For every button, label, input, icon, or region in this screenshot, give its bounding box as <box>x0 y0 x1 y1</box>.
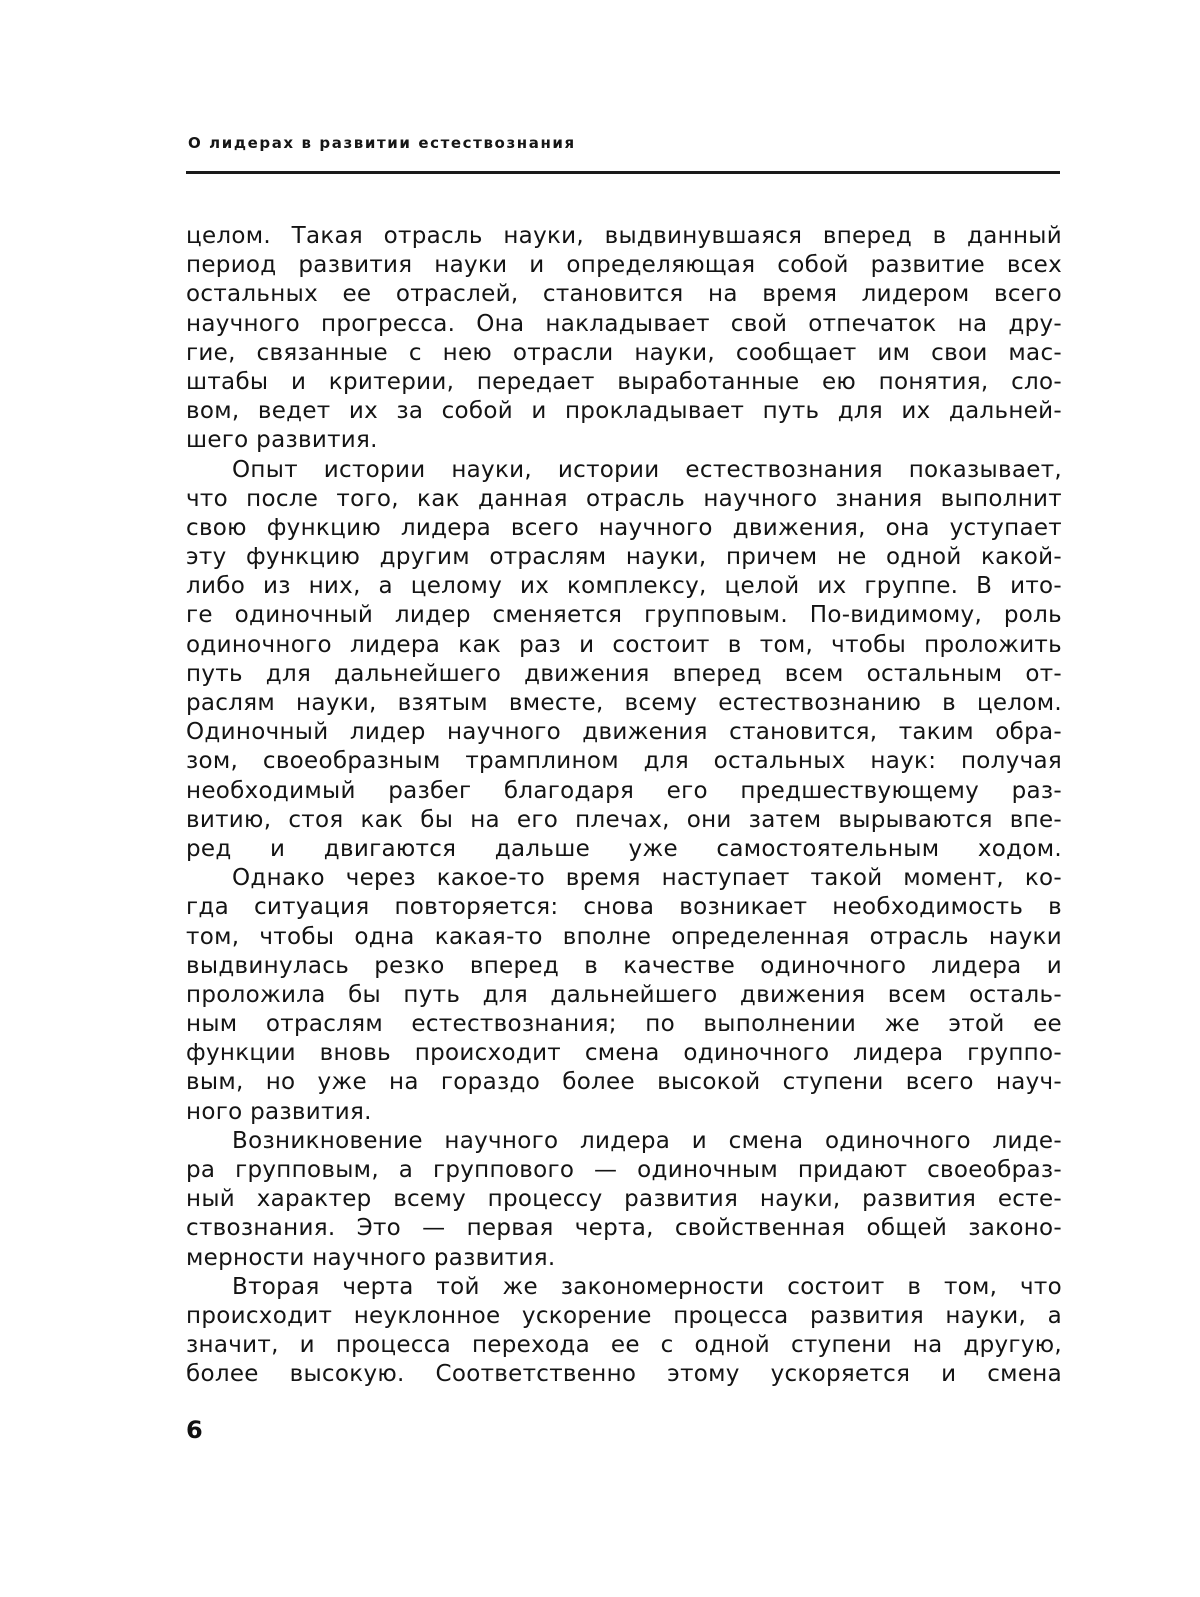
text-line: зом, своеобразным трамплином для остальных наук: получая <box>186 748 1062 775</box>
text-line: ствознания. Это — первая черта, свойственная общей законо- <box>186 1215 1062 1242</box>
text-line: либо из них, а целому их комплексу, целой их группе. В ито- <box>186 573 1062 600</box>
text-line: проложила бы путь для дальнейшего движения всем осталь- <box>186 981 1062 1008</box>
body-text <box>186 222 1062 1390</box>
text-line: шего развития. <box>186 427 378 454</box>
text-line: Однако через какое-то время наступает такой момент, ко- <box>232 865 1062 892</box>
text-line: вым, но уже на гораздо более высокой ступени всего науч- <box>186 1069 1062 1096</box>
text-line: значит, и процесса перехода ее с одной ступени на другую, <box>186 1332 1062 1359</box>
text-line: ным отраслям естествознания; по выполнении же этой ее <box>186 1011 1062 1038</box>
page-number: 6 <box>186 1416 203 1444</box>
text-line: происходит неуклонное ускорение процесса развития науки, а <box>186 1302 1062 1329</box>
text-line: необходимый разбег благодаря его предшествующему раз- <box>186 777 1062 804</box>
text-line: свою функцию лидера всего научного движения, она уступает <box>186 514 1062 541</box>
text-line: функции вновь происходит смена одиночного лидера группо- <box>186 1040 1062 1067</box>
text-line: ред и двигаются дальше уже самостоятельным ходом. <box>186 835 1062 862</box>
paragraph <box>186 1273 1062 1390</box>
text-line: мерности научного развития. <box>186 1244 556 1271</box>
text-line: том, чтобы одна какая-то вполне определенная отрасль науки <box>186 923 1062 950</box>
text-line: ра групповым, а группового — одиночным придают своеобраз- <box>186 1157 1062 1183</box>
text-line: ный характер всему процессу развития науки, развития есте- <box>186 1186 1062 1213</box>
text-line: Опыт истории науки, истории естествознания показывает, <box>232 456 1062 483</box>
text-line: ге одиночный лидер сменяется групповым. По-видимому, роль <box>186 602 1062 629</box>
paragraph <box>186 222 1062 456</box>
header-rule <box>186 171 1060 174</box>
text-line: период развития науки и определяющая собой развитие всех <box>186 252 1062 279</box>
text-line: Вторая черта той же закономерности состоит в том, что <box>232 1273 1062 1300</box>
text-line: научного прогресса. Она накладывает свой отпечаток на дру- <box>186 310 1062 337</box>
text-line: одиночного лидера как раз и состоит в том, чтобы проложить <box>186 631 1062 658</box>
text-line: гда ситуация повторяется: снова возникает необходимость в <box>186 894 1062 921</box>
paragraph <box>186 1127 1062 1273</box>
paragraph <box>186 456 1062 865</box>
text-line: эту функцию другим отраслям науки, причем не одной какой- <box>186 544 1062 571</box>
text-line: вом, ведет их за собой и прокладывает путь для их дальней- <box>186 398 1062 425</box>
text-line: путь для дальнейшего движения вперед всем остальным от- <box>186 660 1062 687</box>
running-head-title: О лидерах в развитии естествознания <box>188 134 576 152</box>
text-line: целом. Такая отрасль науки, выдвинувшаяся вперед в данный <box>186 223 1062 249</box>
text-line: гие, связанные с нею отрасли науки, сообщает им свои мас- <box>186 339 1062 366</box>
text-line: остальных ее отраслей, становится на время лидером всего <box>186 281 1062 308</box>
text-line: штабы и критерии, передает выработанные ею понятия, сло- <box>186 368 1062 395</box>
text-line: витию, стоя как бы на его плечах, они затем вырываются впе- <box>186 806 1062 833</box>
text-line: более высокую. Соответственно этому ускоряется и смена <box>186 1361 1062 1388</box>
text-line: раслям науки, взятым вместе, всему естествознанию в целом. <box>186 690 1062 716</box>
text-line: что после того, как данная отрасль научного знания выполнит <box>186 485 1062 512</box>
text-line: Возникновение научного лидера и смена одиночного лиде- <box>232 1127 1062 1154</box>
text-line: выдвинулась резко вперед в качестве одиночного лидера и <box>186 952 1062 979</box>
text-line: Одиночный лидер научного движения становится, таким обра- <box>186 719 1062 746</box>
text-line: ного развития. <box>186 1098 372 1125</box>
paragraph <box>186 864 1062 1127</box>
